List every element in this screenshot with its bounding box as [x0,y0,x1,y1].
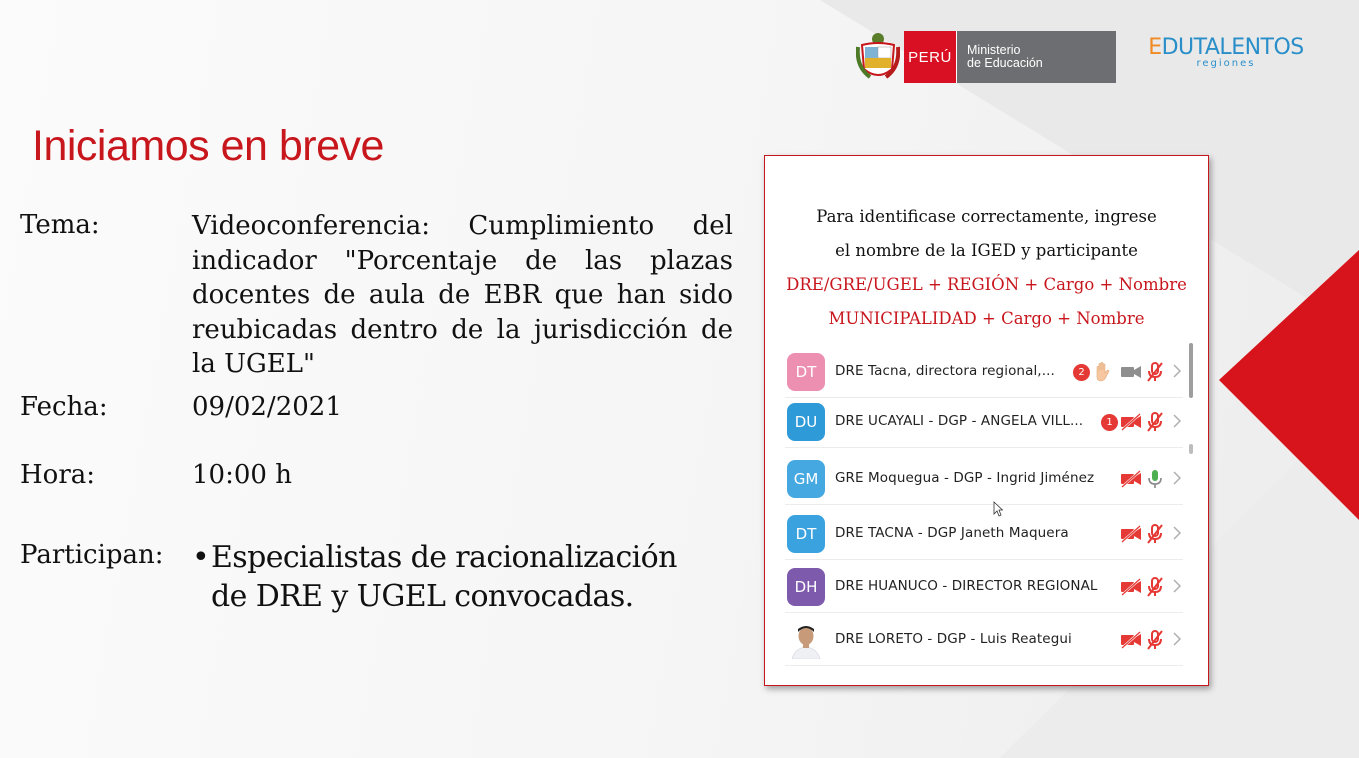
participant-avatar: DH [787,568,825,606]
raised-hand-icon [1091,360,1115,384]
participants-panel [764,155,1209,686]
mic-muted-icon[interactable] [1143,522,1167,546]
participan-value: Especialistas de racionalización de DRE y UGEL convocadas. [211,540,677,614]
chevron-right-icon[interactable] [1172,412,1182,430]
hora-label: Hora: [20,460,96,490]
slide-title: Iniciamos en breve [32,122,384,170]
chevron-right-icon[interactable] [1172,577,1182,595]
red-triangle-decoration [1219,250,1359,520]
chevron-right-icon[interactable] [1172,524,1182,542]
participant-photo [787,621,825,659]
video-off-icon[interactable] [1119,522,1143,546]
ministerio-educacion-logo [856,31,1116,83]
bullet: • [192,540,210,575]
peru-label: PERÚ [904,31,956,83]
participant-row[interactable] [785,613,1183,666]
ministry-line-1: Ministerio [967,43,1021,57]
participant-avatar: GM [787,460,825,498]
edutalentos-subtitle: regiones [1196,58,1256,69]
mic-muted-icon[interactable] [1143,628,1167,652]
participant-row[interactable] [785,507,1183,560]
participant-name: DRE Tacna, directora regional,... [835,363,1055,379]
instruction-line-1: Para identificase correctamente, ingrese [816,207,1157,226]
participant-row[interactable] [785,560,1183,613]
participant-name: DRE TACNA - DGP Janeth Maquera [835,525,1069,541]
instruction-line-4: MUNICIPALIDAD + Cargo + Nombre [828,309,1145,328]
video-off-icon[interactable] [1119,467,1143,491]
participant-badge: 1 [1101,414,1118,431]
video-off-icon[interactable] [1119,575,1143,599]
mic-on-icon[interactable] [1143,467,1167,491]
participan-list [192,538,712,616]
participant-name: DRE HUANUCO - DIRECTOR REGIONAL [835,578,1098,594]
mouse-cursor-icon [993,501,1003,517]
video-off-icon[interactable] [1119,410,1143,434]
video-off-icon[interactable] [1119,628,1143,652]
participant-name: GRE Moquegua - DGP - Ingrid Jiménez [835,470,1095,486]
scrollbar-track-end[interactable] [1189,444,1193,454]
tema-label: Tema: [20,210,100,240]
chevron-right-icon[interactable] [1172,630,1182,648]
mic-muted-icon[interactable] [1143,410,1167,434]
mic-muted-icon[interactable] [1143,575,1167,599]
participant-name: DRE LORETO - DGP - Luis Reategui [835,631,1072,647]
tema-value: Videoconferencia: Cumplimiento del indicador "Porcentaje de las plazas docentes de aula de EBR que han sido reubicadas dentro de la jurisdicción de la UGEL" [192,211,733,379]
scrollbar-thumb[interactable] [1189,343,1193,398]
fecha-value: 09/02/2021 [192,392,342,422]
chevron-right-icon[interactable] [1172,362,1182,380]
participant-avatar: DU [787,403,825,441]
fecha-label: Fecha: [20,392,108,422]
participant-avatar: DT [787,353,825,391]
participant-avatar [787,621,825,659]
mic-muted-icon[interactable] [1143,360,1167,384]
ministry-line-2: de Educación [967,56,1043,70]
hora-value: 10:00 h [192,460,292,490]
participant-row[interactable] [785,452,1183,505]
participan-label: Participan: [20,540,164,570]
ministry-name [956,31,1116,83]
peru-coat-of-arms-icon [856,31,900,83]
participant-row[interactable] [785,395,1183,448]
participant-name: DRE UCAYALI - DGP - ANGELA VILL... [835,413,1084,429]
video-icon[interactable] [1119,360,1143,384]
instruction-line-3: DRE/GRE/UGEL + REGIÓN + Cargo + Nombre [786,275,1187,294]
participant-row[interactable] [785,345,1183,398]
instruction-line-2: el nombre de la IGED y participante [835,241,1138,260]
participant-badge: 2 [1073,364,1090,381]
edutalentos-logo [1145,36,1307,69]
participant-avatar: DT [787,515,825,553]
chevron-right-icon[interactable] [1172,469,1182,487]
edutalentos-wordmark: EDUTALENTOS [1148,35,1304,60]
